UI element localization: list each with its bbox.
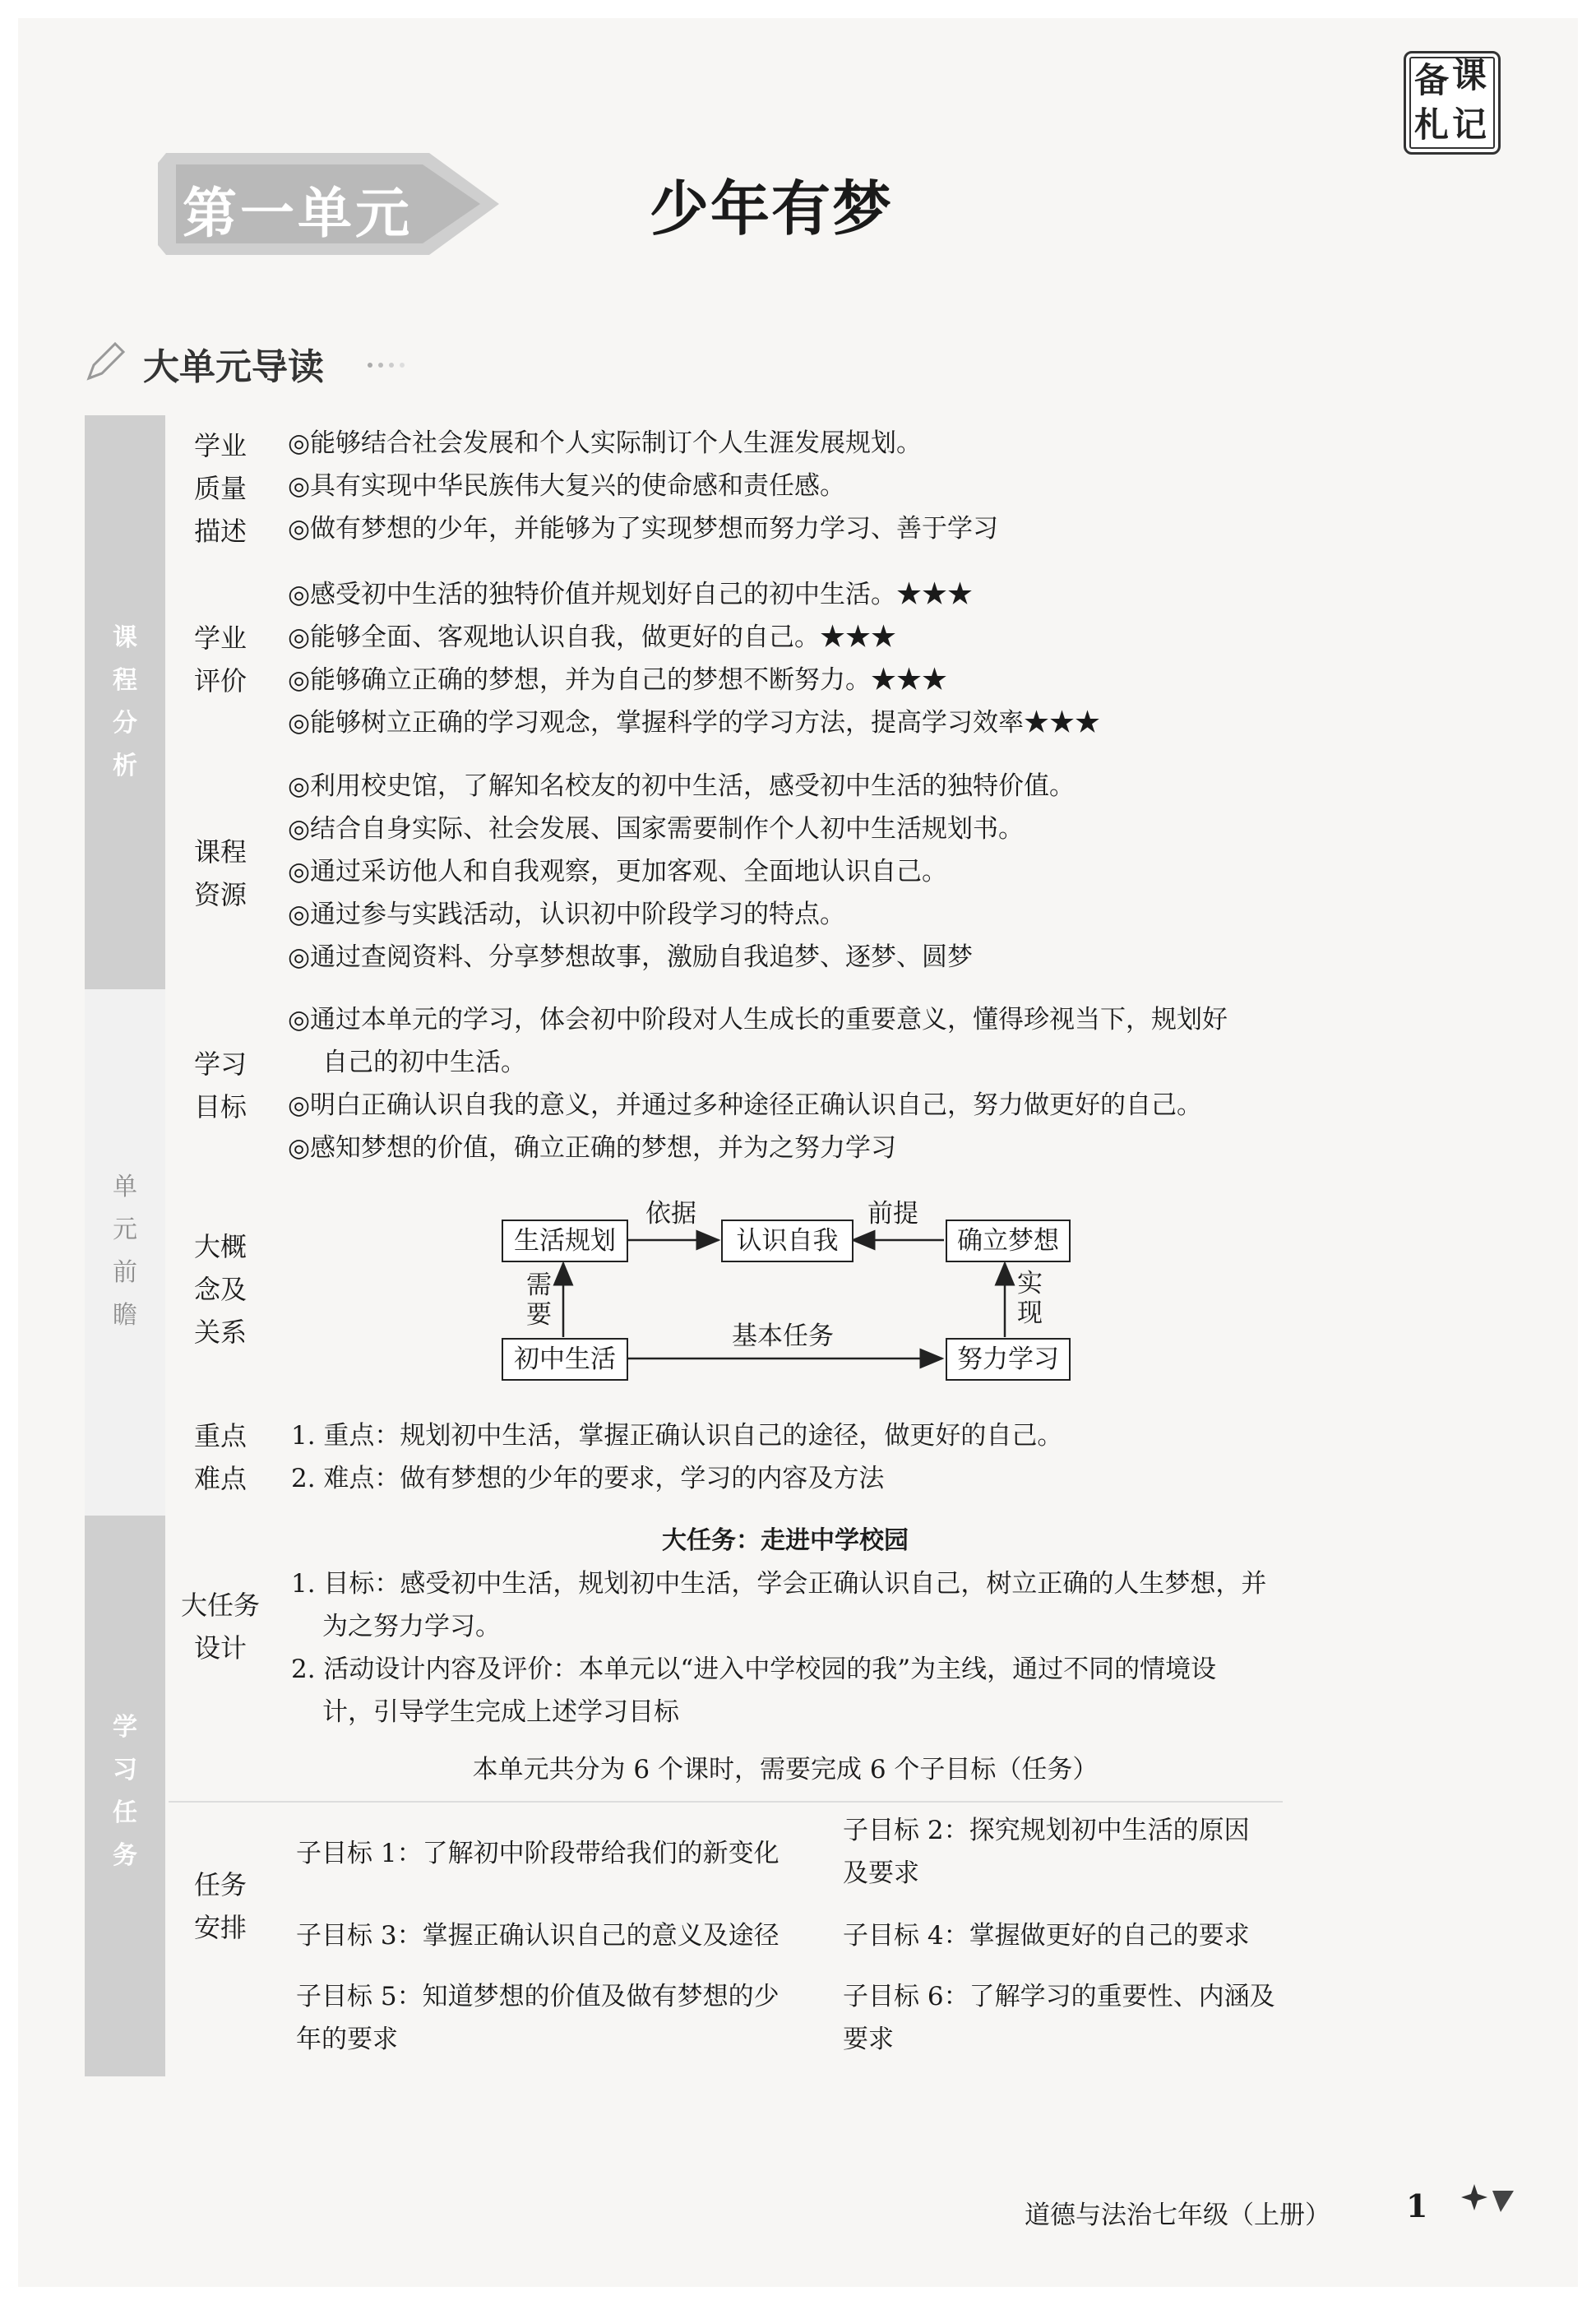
band-char: 前 [113, 1258, 137, 1287]
page-number: 1 [1406, 2187, 1428, 2224]
evaluation-item: ◎能够确立正确的梦想，并为自己的梦想不断努力。★★★ [288, 665, 948, 695]
row-label: 念及 [193, 1274, 247, 1305]
row-label: 设计 [193, 1632, 247, 1664]
big-task-line: 计，引导学生完成上述学习目标 [322, 1697, 679, 1727]
sub-goal-2-cont: 及要求 [843, 1858, 919, 1888]
resource-item: ◎通过查阅资料、分享梦想故事，激励自我追梦、逐梦、圆梦 [288, 942, 974, 972]
unit-title: 少年有梦 [650, 174, 894, 243]
row-label: 关系 [193, 1317, 247, 1348]
band-char: 元 [113, 1215, 137, 1244]
band-char: 学 [113, 1713, 137, 1742]
sub-goal-5: 子目标 5：知道梦想的价值及做有梦想的少 [296, 1982, 779, 2011]
row-label: 学业 [193, 623, 247, 654]
key-point-item: 2. 难点：做有梦想的少年的要求，学习的内容及方法 [291, 1464, 885, 1493]
quality-item: ◎具有实现中华民族伟大复兴的使命感和责任感。 [288, 471, 846, 501]
badge-char: 备 [1414, 60, 1450, 100]
big-task-line: 为之努力学习。 [322, 1612, 501, 1641]
evaluation-item: ◎能够树立正确的学习观念，掌握科学的学习方法，提高学习效率★★★ [288, 708, 1101, 738]
band-char: 瞻 [113, 1301, 137, 1330]
resource-item: ◎结合自身实际、社会发展、国家需要制作个人初中生活规划书。 [288, 814, 1025, 844]
objective-line: ◎明白正确认识自我的意义，并通过多种途径正确认识自己，努力做更好的自己。 [288, 1090, 1203, 1120]
edge-need-label: 要 [526, 1300, 552, 1330]
unit-number: 第一单元 [183, 182, 413, 245]
edge-premise-label: 前提 [867, 1199, 918, 1229]
key-point-item: 1. 重点：规划初中生活，掌握正确认识自己的途径，做更好的自己。 [291, 1421, 1063, 1451]
objective-line: ◎通过本单元的学习，体会初中阶段对人生成长的重要意义，懂得珍视当下，规划好 [288, 1005, 1228, 1034]
band-char: 务 [113, 1841, 137, 1870]
node-set-dream: 确立梦想 [946, 1220, 1071, 1262]
edge-realize-label: 现 [1017, 1298, 1043, 1328]
row-label: 资源 [193, 879, 247, 910]
resource-item: ◎通过采访他人和自我观察，更加客观、全面地认识自己。 [288, 857, 948, 886]
edge-realize-label: 实 [1017, 1269, 1043, 1298]
row-label: 任务 [193, 1869, 247, 1900]
node-junior-life: 初中生活 [502, 1338, 628, 1381]
band-char: 课 [113, 623, 137, 652]
row-label: 目标 [193, 1091, 247, 1122]
band-learning-tasks [85, 1516, 165, 2076]
big-task-heading: 大任务：走进中学校园 [662, 1526, 909, 1555]
row-label: 大概 [193, 1231, 247, 1262]
band-char: 程 [113, 666, 137, 695]
objective-line: 自己的初中生活。 [322, 1048, 526, 1077]
sub-goal-6-cont: 要求 [843, 2025, 894, 2054]
edge-basic-task-label: 基本任务 [732, 1321, 834, 1351]
big-task-line: 1. 目标：感受初中生活，规划初中生活，学会正确认识自己，树立正确的人生梦想，并 [291, 1569, 1267, 1599]
row-label: 难点 [193, 1463, 247, 1494]
dots-decoration-icon [366, 357, 423, 373]
row-label: 安排 [193, 1912, 247, 1943]
band-char: 单 [113, 1173, 137, 1201]
corner-badge [1404, 51, 1501, 155]
resource-item: ◎利用校史馆，了解知名校友的初中生活，感受初中生活的独特价值。 [288, 771, 1076, 801]
node-study-hard: 努力学习 [946, 1338, 1071, 1381]
section-title: 大单元导读 [143, 346, 324, 388]
badge-char: 记 [1452, 104, 1487, 145]
sub-goal-4: 子目标 4：掌握做更好的自己的要求 [843, 1921, 1250, 1951]
footer-book-title: 道德与法治七年级（上册） [1025, 2201, 1330, 2230]
band-char: 析 [113, 752, 137, 780]
resource-item: ◎通过参与实践活动，认识初中阶段学习的特点。 [288, 900, 846, 929]
edge-basis-label: 依据 [645, 1199, 696, 1229]
row-label: 课程 [193, 836, 247, 868]
sub-goal-2: 子目标 2：探究规划初中生活的原因 [843, 1816, 1250, 1845]
badge-char: 札 [1414, 104, 1450, 145]
sub-goal-5-cont: 年的要求 [296, 2025, 398, 2054]
quality-item: ◎能够结合社会发展和个人实际制订个人生涯发展规划。 [288, 428, 923, 458]
band-course-analysis [85, 415, 165, 989]
band-char: 分 [113, 709, 137, 738]
objective-line: ◎感知梦想的价值，确立正确的梦想，并为之努力学习 [288, 1133, 897, 1163]
row-label: 质量 [193, 473, 247, 504]
node-life-plan: 生活规划 [502, 1220, 628, 1262]
row-label: 大任务 [180, 1590, 260, 1621]
edge-need-label: 需 [526, 1271, 552, 1300]
band-char: 任 [113, 1798, 137, 1827]
quality-item: ◎做有梦想的少年，并能够为了实现梦想而努力学习、善于学习 [288, 514, 999, 544]
big-task-line: 2. 活动设计内容及评价：本单元以“进入中学校园的我”为主线，通过不同的情境设 [291, 1655, 1217, 1684]
unit-banner [158, 146, 503, 262]
badge-char: 课 [1452, 55, 1487, 95]
sub-goal-1: 子目标 1：了解初中阶段带给我们的新变化 [296, 1839, 779, 1868]
row-label: 评价 [193, 665, 247, 697]
row-label: 学习 [193, 1048, 247, 1080]
sparkle-decoration-icon [1460, 2179, 1517, 2229]
evaluation-item: ◎感受初中生活的独特价值并规划好自己的初中生活。★★★ [288, 580, 974, 609]
row-label: 描述 [193, 516, 247, 547]
sub-goal-6: 子目标 6：了解学习的重要性、内涵及 [843, 1982, 1275, 2011]
band-unit-preview [85, 989, 165, 1516]
band-char: 习 [113, 1756, 137, 1784]
evaluation-item: ◎能够全面、客观地认识自我，做更好的自己。★★★ [288, 623, 897, 652]
row-label: 学业 [193, 430, 247, 461]
row-label: 重点 [193, 1420, 247, 1451]
divider [169, 1801, 1283, 1803]
sub-goal-3: 子目标 3：掌握正确认识自己的意义及途径 [296, 1921, 779, 1951]
pencil-icon [82, 336, 132, 385]
task-intro: 本单元共分为 6 个课时，需要完成 6 个子目标（任务） [472, 1755, 1099, 1784]
node-know-self: 认识自我 [721, 1220, 854, 1262]
